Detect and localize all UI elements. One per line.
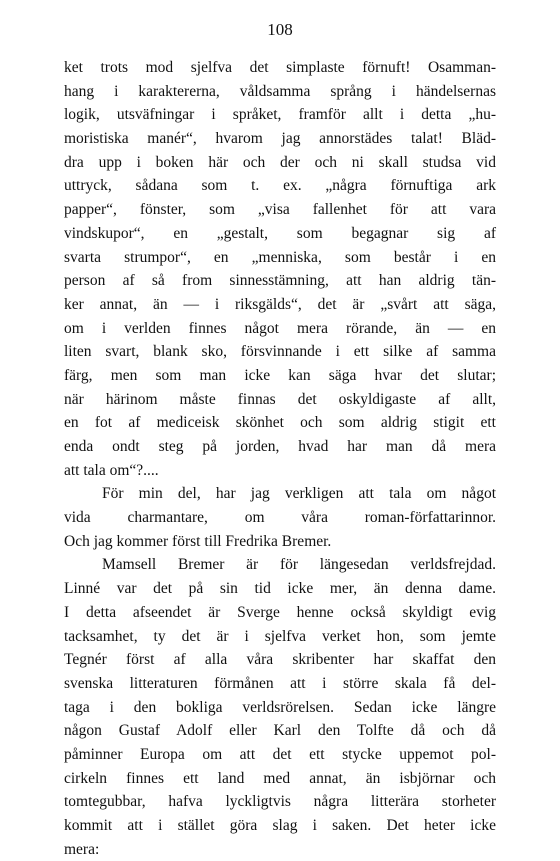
text-line: svarta strumpor“, en „menniska, som består i en xyxy=(64,248,496,266)
page-number: 108 xyxy=(267,20,293,39)
text-line: hang i karaktererna, våldsamma språng i händelsernas xyxy=(64,82,496,100)
text-line: kommit att i stället göra slag i saken. Det heter icke xyxy=(64,817,496,834)
text-line: en fot af mediceisk skönhet och som aldrig stigit ett xyxy=(64,414,496,432)
text-line: mera: xyxy=(64,840,100,858)
text-line: om i verlden finnes något mera rörande, än — en xyxy=(64,319,496,337)
text-line: uttryck, sådana som t. ex. „några förnuftiga ark xyxy=(64,177,496,195)
text-line: logik, utsväfningar i språket, framför allt i detta „hu- xyxy=(64,106,496,124)
text-line: liten svart, blank sko, försvinnande i ett silke af samma xyxy=(64,343,496,361)
text-line: cirkeln finnes ett land med annat, än isbjörnar och xyxy=(64,769,496,787)
text-line: färg, men som man icke kan säga hvar det slutar; xyxy=(64,366,496,384)
text-line: papper“, fönster, som „visa fallenhet för att vara xyxy=(64,201,496,219)
text-line: moristiska manér“, hvarom jag annorstädes talat! Bläd- xyxy=(64,130,496,148)
text-line: För min del, har jag verkligen att tala om något xyxy=(102,485,496,503)
text-line: att tala om“?.... xyxy=(64,461,159,479)
text-line: tomtegubbar, hafva lyckligtvis några litterära storheter xyxy=(64,793,496,811)
text-line: tacksamhet, ty det är i sjelfva verket hon, som jemte xyxy=(64,627,496,645)
body-text xyxy=(64,56,496,861)
text-line: påminner Europa om att det ett stycke uppemot pol- xyxy=(64,745,496,763)
text-line: ket trots mod sjelfva det simplaste förnuft! Osamman- xyxy=(64,59,496,76)
text-line: Linné var det på sin tid icke mer, än denna dame. xyxy=(64,580,496,598)
text-line: någon Gustaf Adolf eller Karl den Tolfte då och då xyxy=(64,722,496,740)
text-line: enda ondt steg på jorden, hvad har man då mera xyxy=(64,438,496,455)
text-line: person af så from sinnesstämning, att han aldrig tän- xyxy=(64,272,496,290)
text-line: ker annat, än — i riksgälds“, det är „svårt att säga, xyxy=(64,295,496,313)
text-line: vida charmantare, om våra roman-författarinnor. xyxy=(64,509,496,527)
text-line: taga i den bokliga verldsrörelsen. Sedan icke längre xyxy=(64,698,496,716)
text-line: svenska litteraturen förmånen att i större skala få del- xyxy=(64,674,496,692)
text-line: Mamsell Bremer är för längesedan verldsfrejdad. xyxy=(102,556,496,574)
text-line: vindskupor“, en „gestalt, som begagnar sig af xyxy=(64,224,496,242)
text-line: när härinom måste finnas det oskyldigaste af allt, xyxy=(64,390,496,408)
text-line: Tegnér först af alla våra skribenter har skaffat den xyxy=(64,651,496,669)
text-line: Och jag kommer först till Fredrika Bremer. xyxy=(64,532,332,550)
text-line: I detta afseendet är Sverge henne också skyldigt evig xyxy=(64,603,496,621)
text-line: dra upp i boken här och der och ni skall studsa vid xyxy=(64,153,496,171)
